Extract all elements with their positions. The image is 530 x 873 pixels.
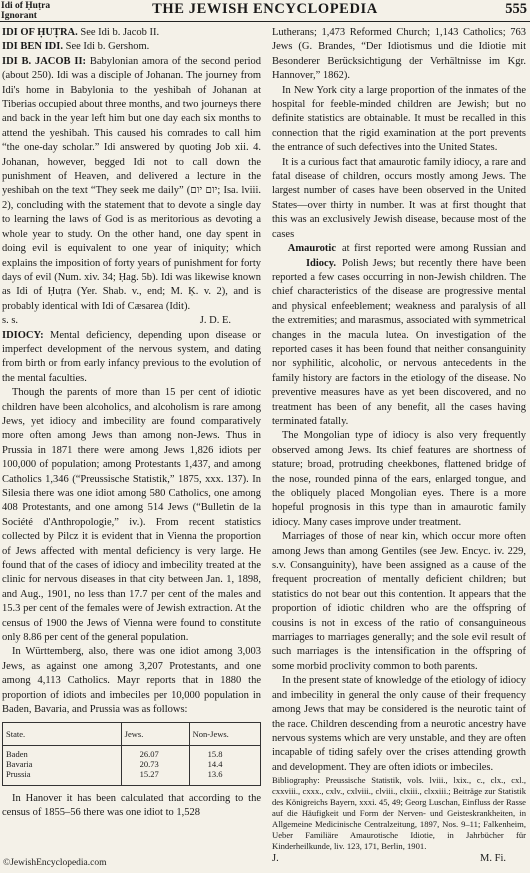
- table-cell: Baden: [3, 745, 122, 759]
- headword: IDIOCY:: [2, 329, 44, 341]
- entry-idi-of-hutra: [2, 26, 261, 40]
- paragraph: Lutherans; 1,473 Reformed Church; 1,143 Catholics; 763 Jews (G. Brandes, “Der Idiotismus und die Idiotie mit Besonderer Berücksichtigung der Verhältnisse im Kgr. Hannover,” 1862).: [272, 27, 526, 82]
- left-column: [2, 26, 261, 820]
- paragraph: Marriages of those of near kin, which occur more often among Jews than among Gentiles (see Jew. Encyc. iv. 229, s.v. Consanguinity), have been assigned as a cause of the frequent procreation of mentally deficient children; but statistics do not bear out this contention. It appears that the proportion of idiotic children who are the offspring of cousins is not in excess of the ratio of consanguineous marriages to marriages generally; and the sole evil result of such marriages is the intensification in the offspring of some morbid proclivity common to both parents.: [272, 531, 526, 672]
- idiocy-rate-table: [2, 722, 261, 786]
- entry-idiocy: [2, 329, 261, 387]
- copyright-credit: ©JewishEncyclopedia.com: [3, 858, 107, 868]
- signature-left: J.: [272, 853, 279, 865]
- right-column: [272, 26, 526, 867]
- headword: IDI B. JACOB II:: [2, 55, 87, 67]
- table-header-jews: Jews.: [121, 722, 189, 745]
- table-cell: 20.73: [121, 759, 189, 769]
- table-cell: 15.27: [121, 769, 189, 786]
- table-cell: Bavaria: [3, 759, 122, 769]
- headword: IDI BEN IDI.: [2, 41, 63, 53]
- paragraph: In the present state of knowledge of the etiology of idiocy and imbecility in general the only cause of their frequency among Jews that may be considered is the neurotic taint of the race. Children descending from a neurotic ancestry have nervous systems which are very unstable, and they are often incapable of tiding safely over the crises attending growth and development. They are often idiots or imbeciles.: [272, 675, 526, 773]
- table-row: [3, 759, 261, 769]
- paragraph: In Hanover it has been calculated that according to the census of 1855–56 there was one idiot to 1,528: [2, 792, 261, 818]
- entry-idi-ben-idi: [2, 40, 261, 54]
- journal-title: THE JEWISH ENCYCLOPEDIA: [152, 1, 378, 17]
- paragraph: It is a curious fact that amaurotic family idiocy, a rare and fatal disease of children, occurs mostly among Jews. The largest number of cases have been observed in the United States—over thirty in number. It was at first thought that this was an exclusively Jewish disease, because most of the cases: [272, 156, 526, 240]
- table-cell: 13.6: [189, 769, 260, 786]
- table-cell: Prussia: [3, 769, 122, 786]
- sidenote-amaurotic-idiocy: Amaurotic Idiocy.: [287, 243, 336, 269]
- table-cell: 15.8: [189, 745, 260, 759]
- table-row: [3, 769, 261, 786]
- paragraph: The Mongolian type of idiocy is also very frequently observed among Jews. Its chief features are shortness of stature; broad, protruding cheekbones, flattened bridge of the nose, rounded pinna of the ears, enlarged tongue, and the obliquely placed Mongolian eyes. There is a more hopeful prognosis in this type than in amaurotic family idiocy. Many cases improve under treatment.: [272, 430, 526, 528]
- entry-text: Mental deficiency, depending upon disease or imperfect development of the nervous system, and dating from birth or from early infancy previous to the evolution of the mental faculties.: [2, 329, 261, 384]
- table-cell: 26.07: [121, 745, 189, 759]
- page-number: 555: [505, 1, 527, 17]
- headword: IDI OF ḤUṬRA.: [2, 27, 78, 38]
- page-header: [0, 0, 530, 22]
- bibliography: Bibliography: Preussische Statistik, vols. lviii., lxix., c., clx., cxl., cxxviii., cxxx., cxlv., cxlviii., clviii., clxiii., clxxiii.; Beiträge zur Statistik des Königreichs Bayern, xxxi. 45, 49; Georg Luschan, Einfluss der Rasse auf die Häufigkeit und Form der Nerven- und Geisteskrankheiten, in Allgemeine Medicinische Centralzeitung, 1897, Nos. 9–11; Falkenheim, Ueber Familiäre Amaurotische Idiotie, in Jahrbücher für Kinderheilkunde, liv. 123, 171, Berlin, 1901.: [272, 775, 526, 852]
- signature-right: M. Fi.: [480, 853, 506, 865]
- table-cell: 14.4: [189, 759, 260, 769]
- signature-right: J. D. E.: [199, 315, 231, 327]
- table-header-state: State.: [3, 722, 122, 745]
- entry-idi-b-jacob: [2, 55, 261, 314]
- entry-text: See Idi b. Jacob II.: [80, 27, 160, 38]
- table-header-non-jews: Non-Jews.: [189, 722, 260, 745]
- paragraph: In New York city a large proportion of the inmates of the hospital for feeble-minded children are Jewish; but no definite statistics are obtainable. It must be recalled in this connection that the rigid examination at the port prevents the entrance of such defectives into the United States.: [272, 84, 526, 154]
- header-rule: [0, 21, 530, 22]
- entry-text: Babylonian amora of the second period (about 250). Idi was a disciple of Johanan. The journey from Idi's home in Babylonia to the yeshibah of Johanan at Tiberias occupied about three months, and two journeys there and back in the year left him but one day each six months to attend the yeshibah. This caused his comrades to call him “the one-day scholar.” Idi answered by quoting Job xii. 4. Johanan, however, begged Idi not to call down the punishment of Heaven, and delivered a lecture in the yeshibah on the text “They seek me daily” (יום יום; Isa. lviii. 2), concluding with the statement that to devote a single day to learning the laws of God is as meritorious as devoting a whole year to study. On the other hand, one day spent in doing evil is equivalent to one year of iniquity; which explains the imposition of forty years of punishment for forty days of evil (Num. xiv. 34; Ḥag. 5b). Idi was likewise known as Idi of Ḥuṭra (Yer. Shab. v., end; M. Ḳ. v. 2), and is probably identical with Idi of Cæsarea (Idit).: [2, 55, 262, 312]
- running-head-text: Idi of Ḥuṭra Ignorant: [1, 1, 51, 21]
- paragraph: at first reported were among Russian and Polish Jews; but recently there have been reported a few cases occurring in non-Jewish children. The chief characteristics of the disease are progressive mental and physical enfeeblement; weakness and paralysis of all the extremities; and marasmus, associated with symmetrical changes in the macula lutea. On investigation of the reported cases it has been found that neither consanguinity nor syphilitic, alcoholic, or nervous antecedents in the family history are factors in the etiology of the disease. No preventive measures have as yet been discovered, and no treatment has been of any benefit, all the cases having terminated fatally.: [272, 243, 526, 427]
- table-row: [3, 745, 261, 759]
- entry-text: See Idi b. Gershom.: [65, 41, 150, 53]
- paragraph: Though the parents of more than 15 per cent of idiotic children have been alcoholics, and alcoholism is rare among Jews, yet idiocy and imbecility are found comparatively more often among Jews than among non-Jews. Thus in Prussia in 1871 there were among Jews 1,826 idiots per 100,000 of population; among Protestants 1,437, and among Catholics 1,346 (“Preussische Statistik,” 1875, xxx. 137). In Silesia there was one idiot among 580 Catholics, one among 408 Protestants, and one among 514 Jews (“Bulletin de la Société d'Anthropologie,” iv.). From recent statistics collected by Pilcz it is evident that in Vienna the proportion of Jews affected with mental deficiency is very large. He found that of the cases of idiocy and imbecility treated at the clinic for nervous diseases in that city between Jan. 1, 1898, and Aug., 1901, no less than 17.7 per cent of the males and 15.3 per cent of the females were of Jewish extraction. At the census of 1900 the Jews of Vienna were found to constitute only 8.86 per cent of the general population.: [2, 387, 261, 644]
- paragraph: In Württemberg, also, there was one idiot among 3,003 Jews, as against one among 3,207 Protestants, and one among 4,113 Catholics. Mayr reports that in 1880 the proportion of idiots and imbeciles per 10,000 population in Baden, Bavaria, and Prussia was as follows:: [2, 646, 261, 716]
- signature-left: s. s.: [2, 315, 19, 327]
- signature-line: [2, 314, 261, 328]
- signature-line: [272, 852, 526, 866]
